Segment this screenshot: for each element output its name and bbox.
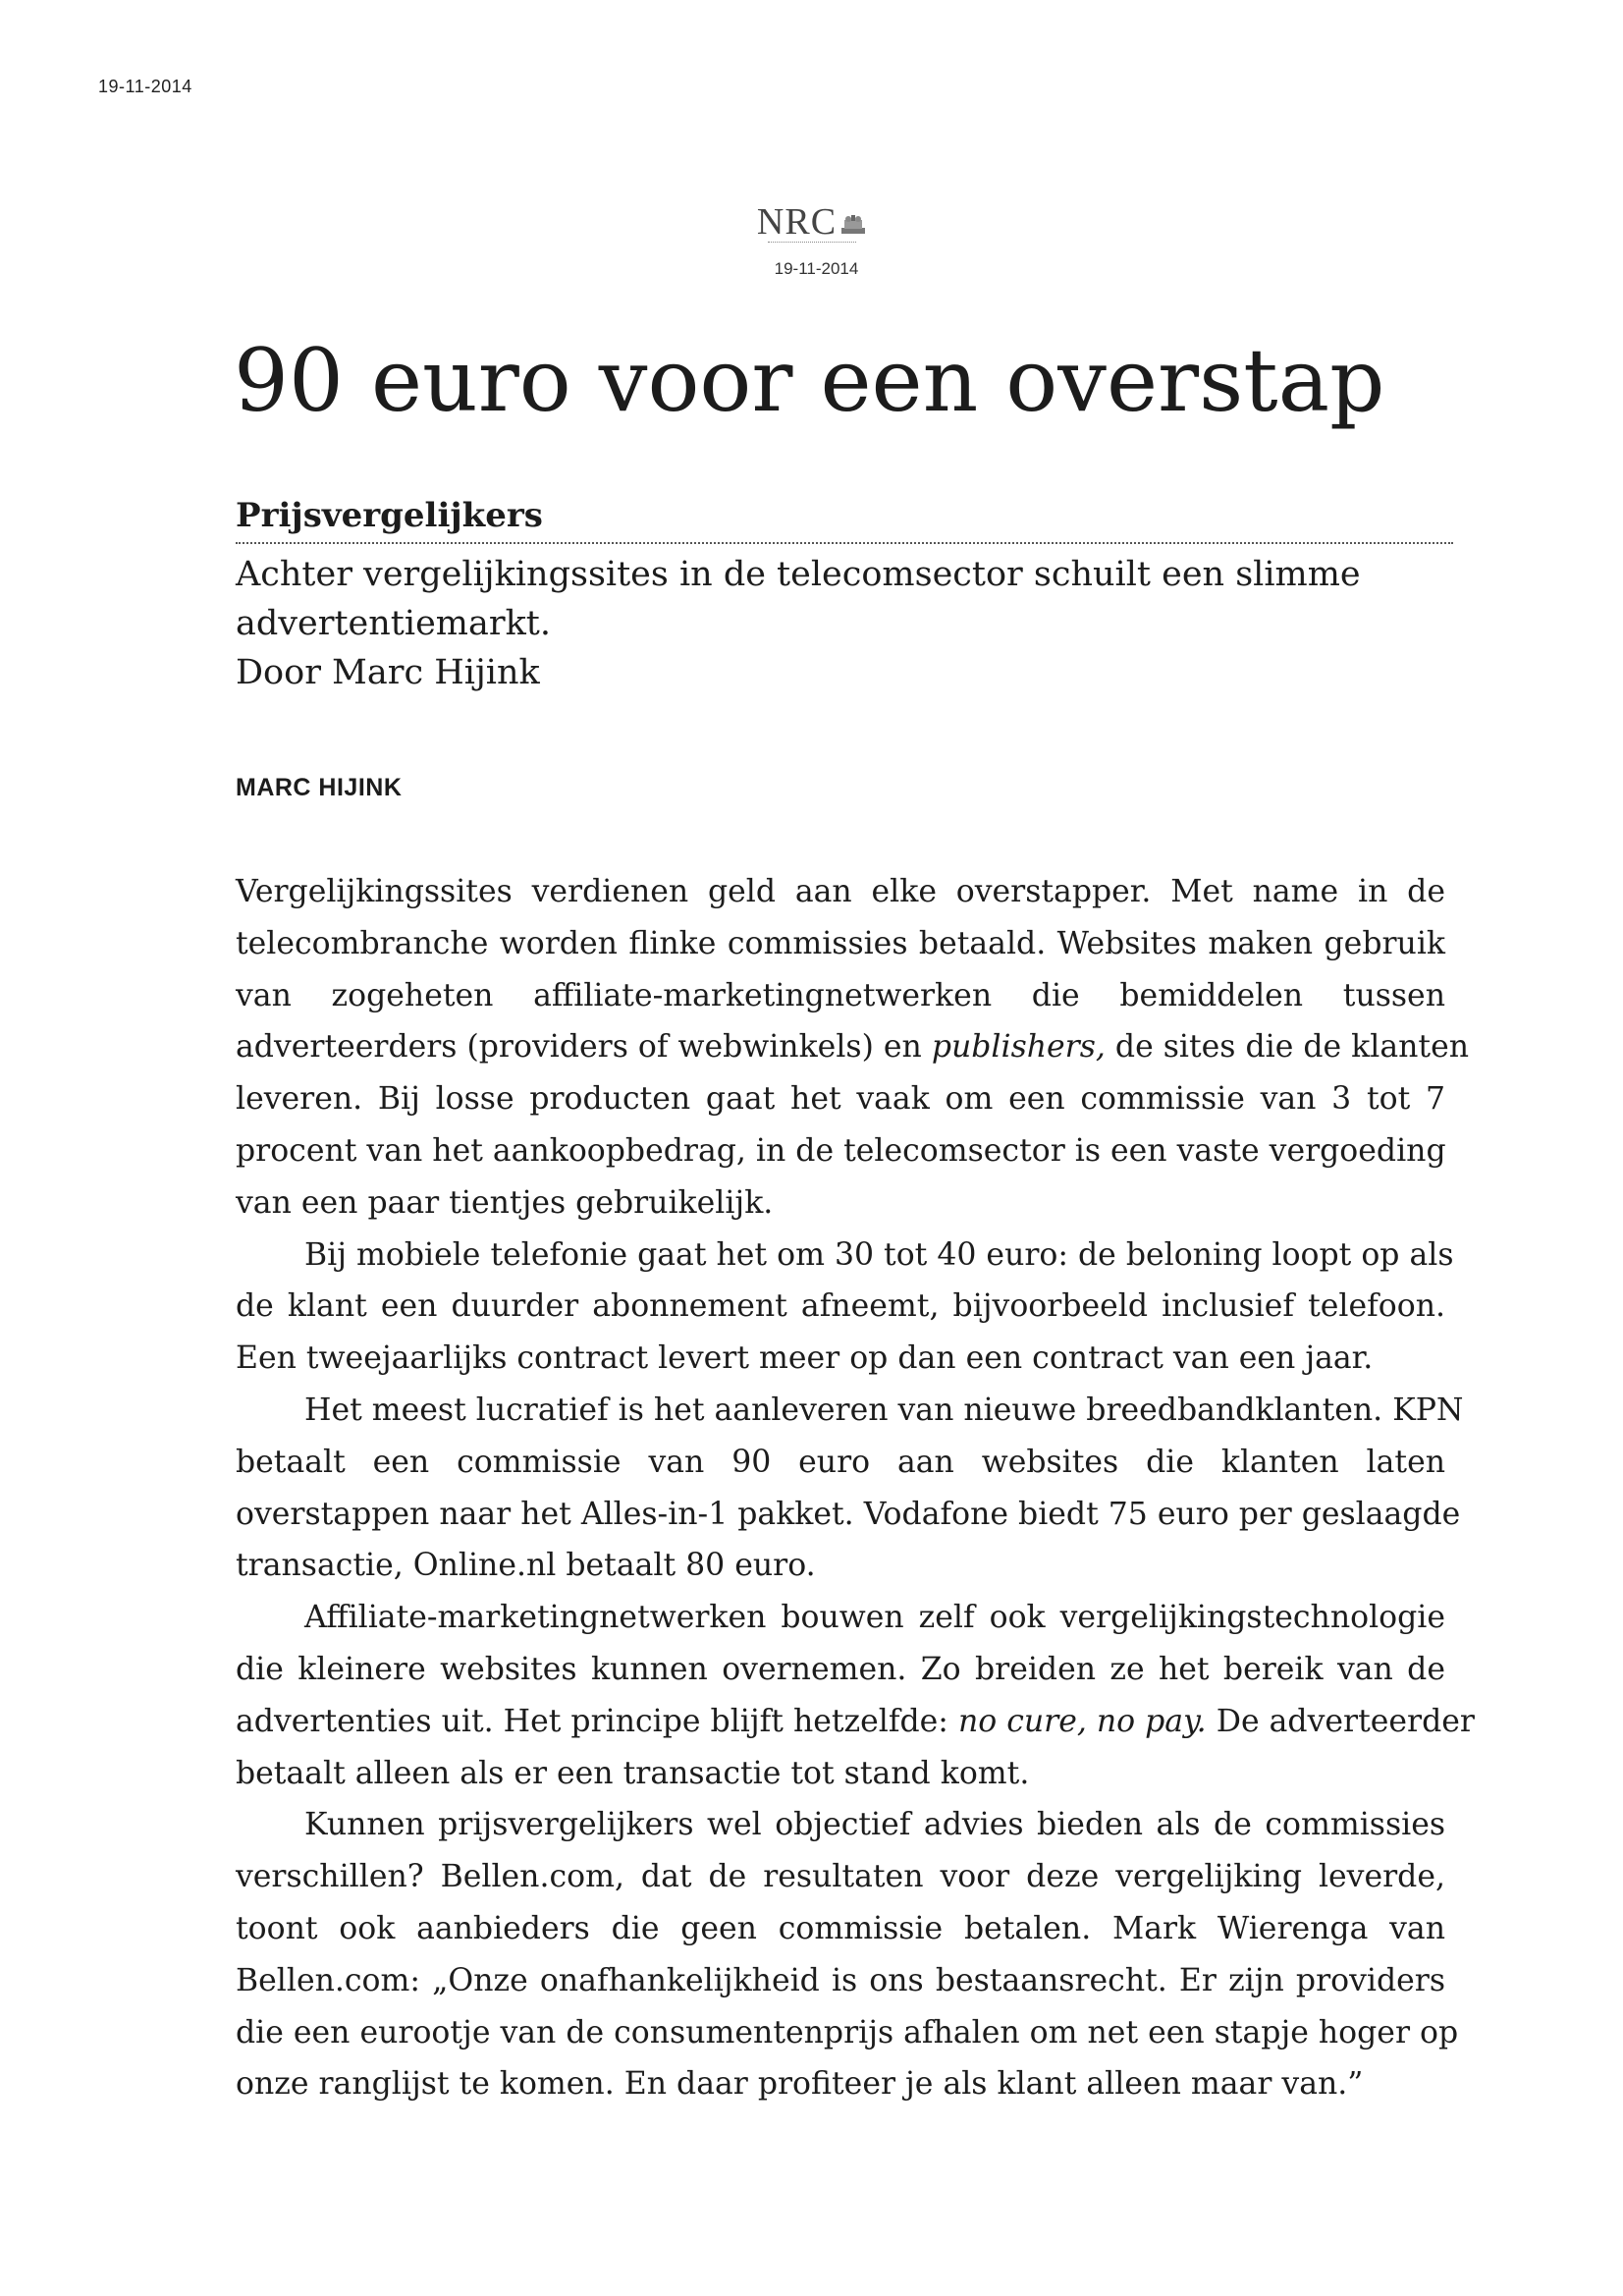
- masthead-date: 19-11-2014: [774, 259, 859, 278]
- body-line: verschillen? Bellen.com, dat de resultaten voor deze vergelijking leverde,: [236, 1859, 1445, 1895]
- body-text-run: adverteerders (providers of webwinkels) en: [236, 1029, 932, 1066]
- body-text-run: De adverteerder: [1206, 1703, 1475, 1739]
- body-line: die een eurootje van de consumentenprijs afhalen om net een stapje hoger op: [236, 2014, 1459, 2050]
- body-line: betaalt een commissie van 90 euro aan websites die klanten laten: [236, 1444, 1445, 1480]
- body-line: de klant een duurder abonnement afneemt, bijvoorbeeld inclusief telefoon.: [236, 1288, 1445, 1325]
- body-line: die kleinere websites kunnen overnemen. Zo breiden ze het bereik van de: [236, 1651, 1445, 1687]
- body-line: Vergelijkingssites verdienen geld aan elke overstapper. Met name in de: [236, 874, 1445, 909]
- body-line: [236, 1696, 1475, 1748]
- intro-line: Achter vergelijkingssites in de telecomsector schuilt een slimme: [236, 555, 1361, 594]
- body-text-run: advertenties uit. Het principe blijft hetzelfde:: [236, 1703, 958, 1739]
- body-line: procent van het aankoopbedrag, in de telecomsector is een vaste vergoeding: [236, 1132, 1446, 1169]
- article-headline: 90 euro voor een overstap: [234, 330, 1385, 431]
- nrc-logo: [757, 202, 866, 242]
- body-line: onze ranglijst te komen. En daar profiteer je als klant alleen maar van.”: [236, 2066, 1364, 2103]
- article-intro: [236, 550, 1453, 697]
- article-body: [236, 866, 1475, 2110]
- body-line: Affiliate-marketingnetwerken bouwen zelf ook vergelijkingstechnologie: [304, 1600, 1445, 1636]
- intro-line: advertentiemarkt.: [236, 604, 551, 643]
- body-italic-run: publishers,: [931, 1029, 1106, 1066]
- body-line: van zogeheten affiliate-marketingnetwerken die bemiddelen tussen: [236, 977, 1445, 1013]
- body-line: telecombranche worden flinke commissies betaald. Websites maken gebruik: [236, 925, 1445, 961]
- body-line: [236, 1021, 1470, 1073]
- body-line: Een tweejaarlijks contract levert meer op dan een contract van een jaar.: [236, 1340, 1374, 1377]
- body-line: Bellen.com: „Onze onafhankelijkheid is ons bestaansrecht. Er zijn providers: [236, 1962, 1445, 1998]
- body-line: overstappen naar het Alles-in-1 pakket. Vodafone biedt 75 euro per geslaagde: [236, 1496, 1461, 1532]
- body-line: Het meest lucratief is het aanleveren van nieuwe breedbandklanten. KPN: [304, 1392, 1464, 1428]
- body-text-run: de sites die de klanten: [1105, 1029, 1470, 1066]
- body-italic-run: no cure, no pay.: [957, 1703, 1207, 1739]
- section-divider: [236, 542, 1453, 544]
- intro-line: Door Marc Hijink: [236, 653, 540, 692]
- byline: MARC HIJINK: [236, 774, 403, 801]
- masthead: [0, 202, 1623, 279]
- body-line: leveren. Bij losse producten gaat het vaak om een commissie van 3 tot 7: [236, 1081, 1445, 1118]
- body-line: toont ook aanbieders die geen commissie betalen. Mark Wierenga van: [236, 1910, 1445, 1946]
- body-line: betaalt alleen als er een transactie tot stand komt.: [236, 1755, 1030, 1791]
- section-label: Prijsvergelijkers: [236, 496, 543, 535]
- logo-wordmark: NRC: [756, 201, 838, 243]
- body-line: Bij mobiele telefonie gaat het om 30 tot 40 euro: de beloning loopt op als: [304, 1236, 1454, 1273]
- scan-date: 19-11-2014: [98, 77, 192, 96]
- crest-icon: [840, 214, 866, 236]
- body-line: transactie, Online.nl betaalt 80 euro.: [236, 1548, 816, 1584]
- body-line: van een paar tientjes gebruikelijk.: [236, 1184, 774, 1221]
- body-line: Kunnen prijsvergelijkers wel objectief advies bieden als de commissies: [304, 1807, 1445, 1843]
